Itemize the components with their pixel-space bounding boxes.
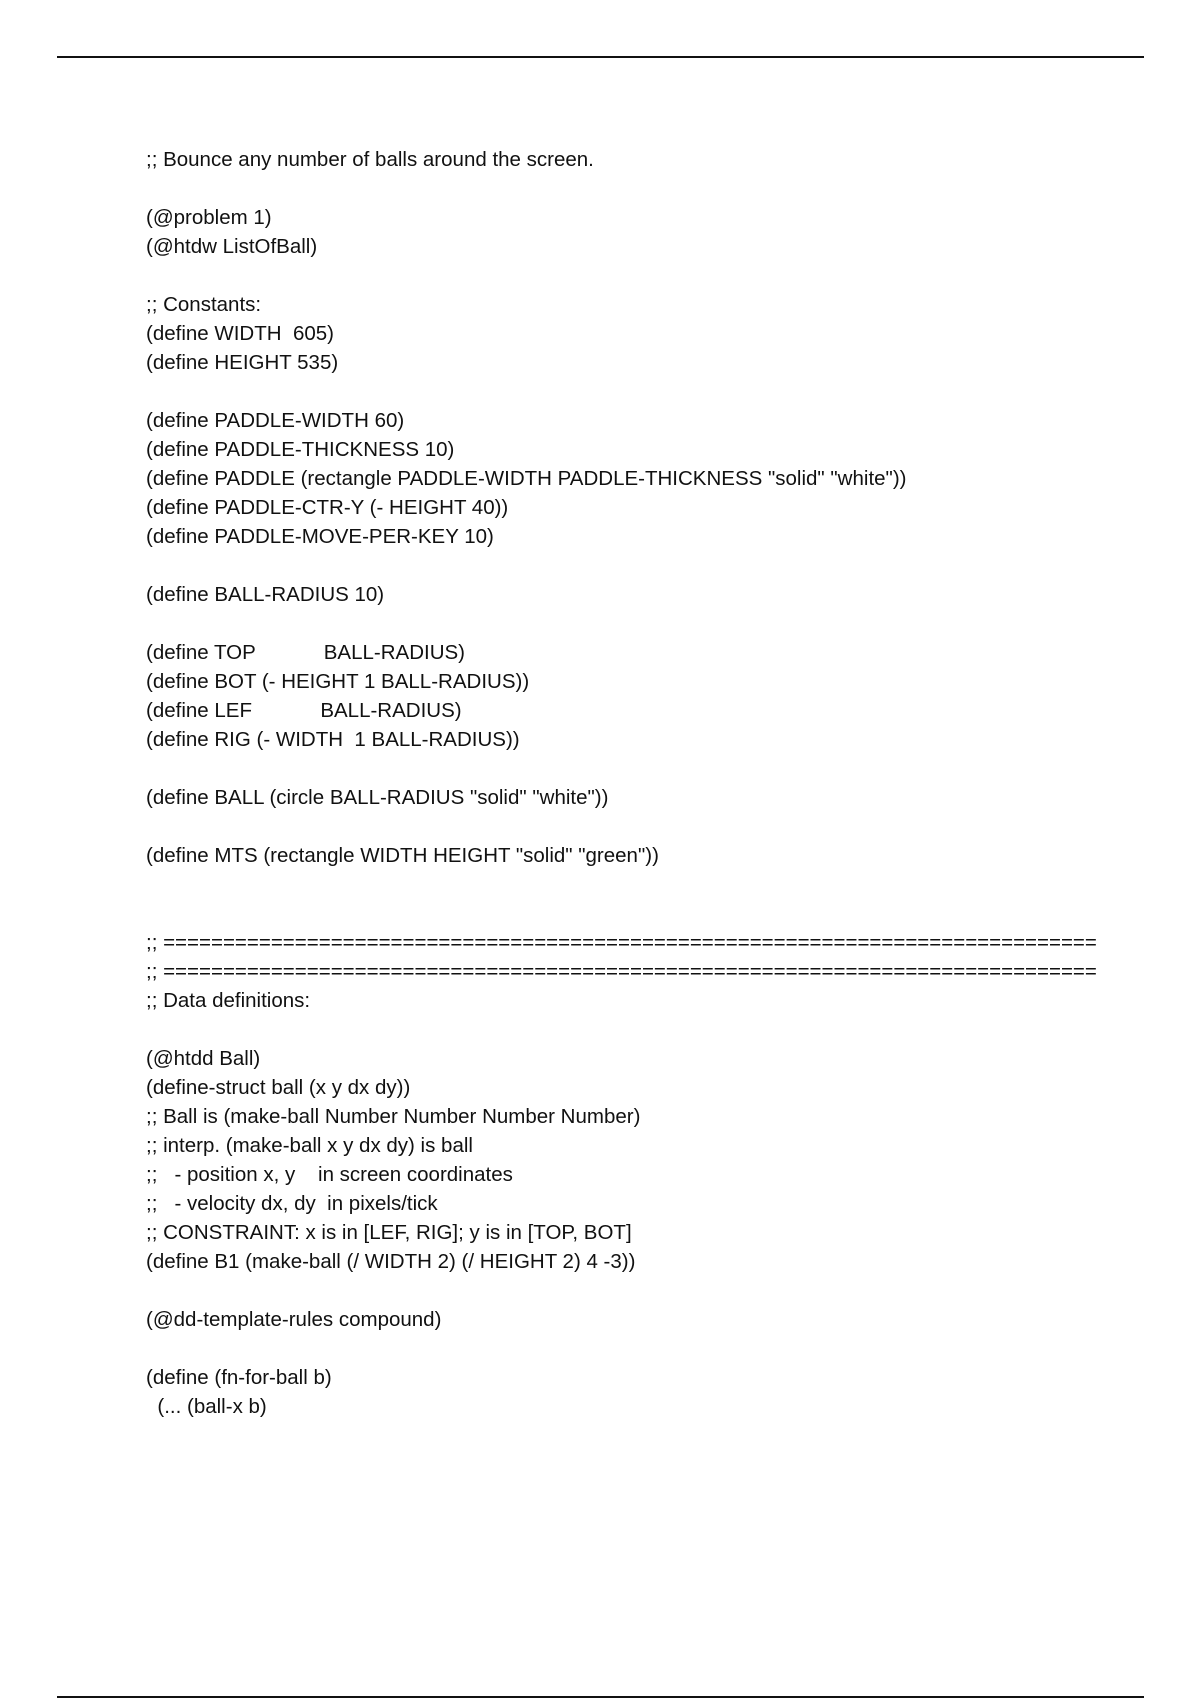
code-line: (@htdw ListOfBall) [146,235,318,258]
header-rule [57,56,1144,58]
separator-line: ;; ============================================================================== [146,931,1097,954]
code-line: ;; Bounce any number of balls around the screen. [146,148,594,171]
code-line: ;; Constants: [146,293,262,316]
code-line: (define BALL (circle BALL-RADIUS "solid" "white")) [146,786,609,809]
code-line [146,1334,1146,1363]
code-line: (define PADDLE-CTR-Y (- HEIGHT 40)) [146,496,509,519]
code-line [146,174,1146,203]
code-line: (define BOT (- HEIGHT 1 BALL-RADIUS)) [146,670,530,693]
code-line: ;; - position x, y in screen coordinates [146,1163,513,1186]
code-line: ;; - velocity dx, dy in pixels/tick [146,1192,438,1215]
code-line: (... (ball-x b) [146,1395,267,1418]
code-line [146,609,1146,638]
code-line: (define HEIGHT 535) [146,351,339,374]
code-line: (define MTS (rectangle WIDTH HEIGHT "solid" "green")) [146,844,659,867]
code-line: (define LEF BALL-RADIUS) [146,699,462,722]
code-line [146,377,1146,406]
code-line [146,812,1146,841]
code-line: (define PADDLE-WIDTH 60) [146,409,405,432]
code-line [146,261,1146,290]
code-line: (define (fn-for-ball b) [146,1366,332,1389]
code-line [146,551,1146,580]
code-line: (@problem 1) [146,206,272,229]
code-line: (define B1 (make-ball (/ WIDTH 2) (/ HEIGHT 2) 4 -3)) [146,1250,636,1273]
code-line: ;; CONSTRAINT: x is in [LEF, RIG]; y is in [TOP, BOT] [146,1221,632,1244]
code-line [146,870,1146,899]
separator-line: ;; ============================================================================== [146,960,1097,983]
code-line: ;; interp. (make-ball x y dx dy) is ball [146,1134,473,1157]
code-line: (@dd-template-rules compound) [146,1308,442,1331]
footer-rule [57,1696,1144,1698]
code-line: (define WIDTH 605) [146,322,334,345]
code-listing [146,145,1146,1421]
code-line: (define-struct ball (x y dx dy)) [146,1076,411,1099]
code-line: (define BALL-RADIUS 10) [146,583,385,606]
code-line [146,1276,1146,1305]
code-line: (define TOP BALL-RADIUS) [146,641,466,664]
code-line: (define PADDLE (rectangle PADDLE-WIDTH PADDLE-THICKNESS "solid" "white")) [146,467,907,490]
code-line: (define RIG (- WIDTH 1 BALL-RADIUS)) [146,728,520,751]
code-line: (@htdd Ball) [146,1047,261,1070]
code-line: ;; Data definitions: [146,989,311,1012]
code-line: ;; Ball is (make-ball Number Number Number Number) [146,1105,641,1128]
code-line [146,754,1146,783]
code-line: (define PADDLE-MOVE-PER-KEY 10) [146,525,494,548]
code-line [146,1015,1146,1044]
code-line: (define PADDLE-THICKNESS 10) [146,438,455,461]
code-line [146,899,1146,928]
